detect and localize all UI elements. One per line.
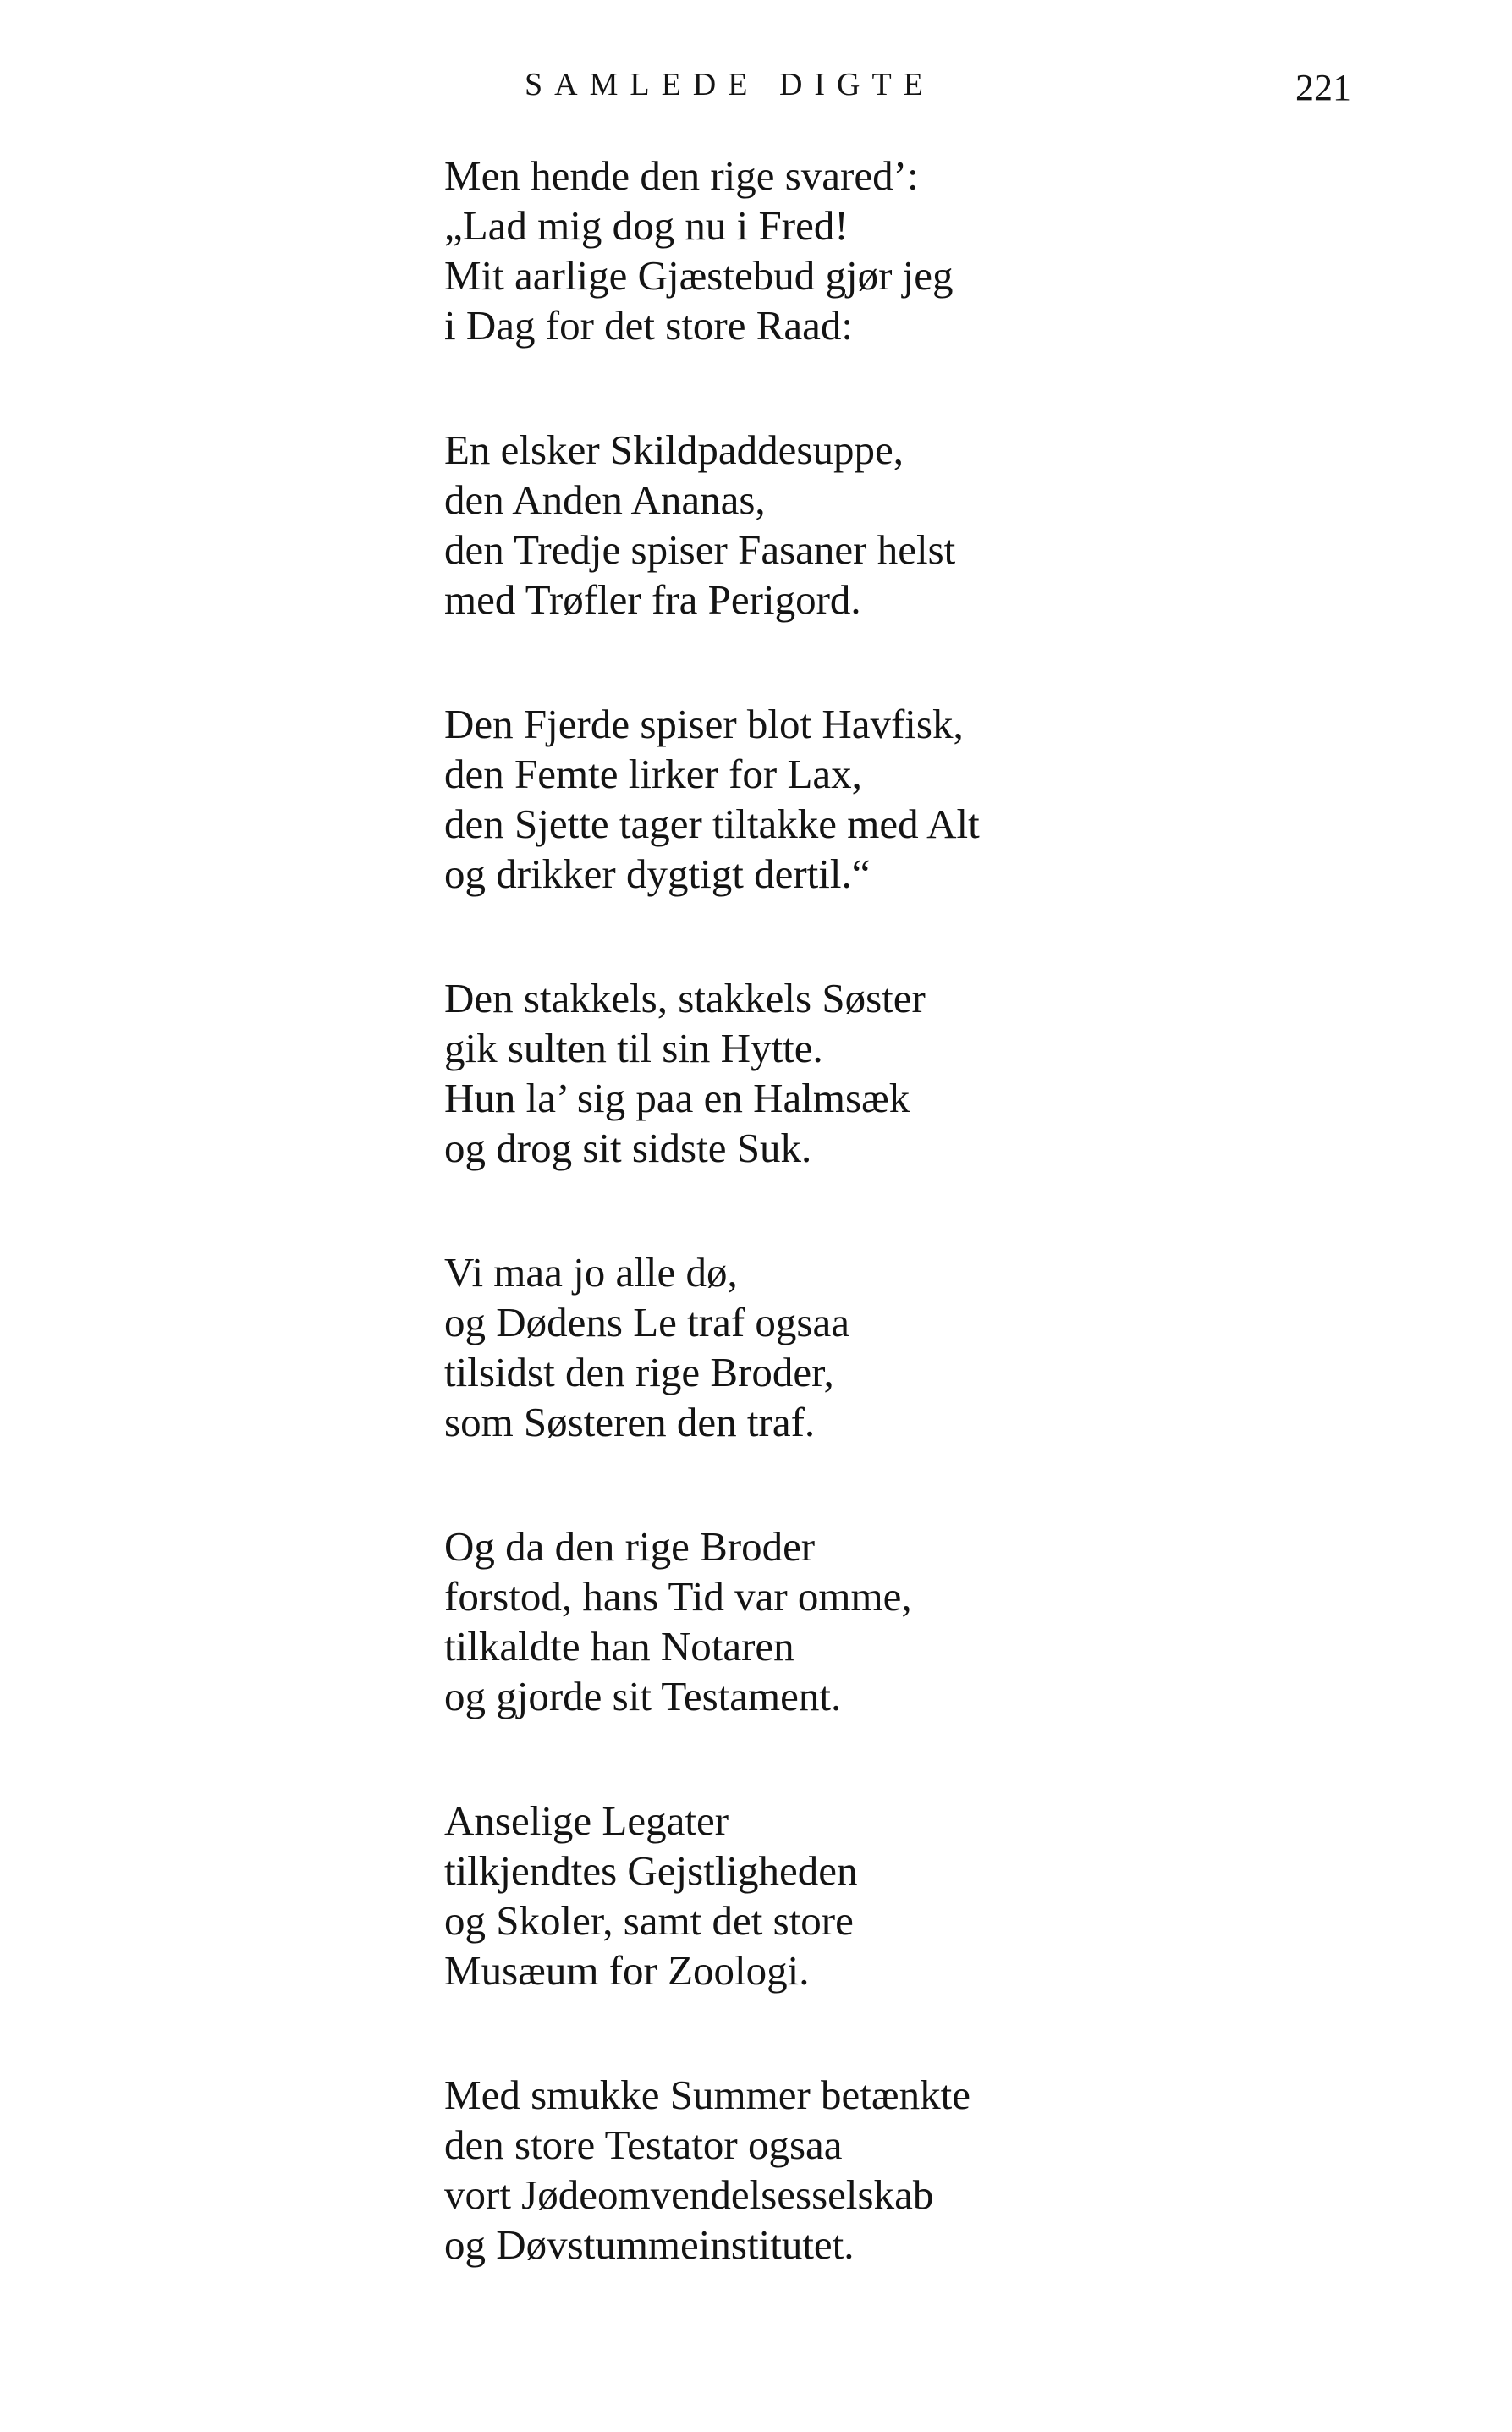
poem-line: vort Jødeomvendelsesselskab xyxy=(444,2171,934,2218)
poem-line: Med smukke Summer betænkte xyxy=(444,2072,970,2118)
stanza xyxy=(444,425,1417,623)
poem-line: forstod, hans Tid var omme, xyxy=(444,1573,912,1620)
poem-line: med Trøfler fra Perigord. xyxy=(444,576,861,623)
poem-line: tilkjendtes Gejstligheden xyxy=(444,1847,858,1894)
poem-line: Og da den rige Broder xyxy=(444,1523,816,1570)
running-title: SAMLEDE DIGTE xyxy=(525,67,935,102)
poem-line: tilsidst den rige Broder, xyxy=(444,1349,834,1395)
poem-line: En elsker Skildpaddesuppe, xyxy=(444,426,904,473)
poem-line: „Lad mig dog nu i Fred! xyxy=(444,202,849,249)
poem-line: Men hende den rige svared’: xyxy=(444,152,919,199)
poem-line: og Dødens Le traf ogsaa xyxy=(444,1299,849,1345)
poem-line: og gjorde sit Testament. xyxy=(444,1673,842,1719)
poem-line: Vi maa jo alle dø, xyxy=(444,1249,738,1296)
poem-line: og Døvstummeinstitutet. xyxy=(444,2221,855,2268)
poem-line: den store Testator ogsaa xyxy=(444,2121,843,2168)
stanza xyxy=(444,1796,1417,1994)
poem-line: Musæum for Zoologi. xyxy=(444,1947,810,1994)
running-head xyxy=(0,59,1512,110)
poem-line: tilkaldte han Notaren xyxy=(444,1623,794,1670)
stanza xyxy=(444,699,1417,897)
poem-line: Hun la’ sig paa en Halmsæk xyxy=(444,1075,910,1121)
poem xyxy=(444,151,1417,2344)
poem-line: den Anden Ananas, xyxy=(444,476,766,523)
stanza xyxy=(444,973,1417,1171)
poem-line: den Tredje spiser Fasaner helst xyxy=(444,526,956,573)
stanza xyxy=(444,2070,1417,2268)
poem-line: Mit aarlige Gjæstebud gjør jeg xyxy=(444,252,954,299)
poem-line: Den Fjerde spiser blot Havfisk, xyxy=(444,701,964,747)
stanza xyxy=(444,151,1417,349)
poem-line: og drikker dygtigt dertil.“ xyxy=(444,850,871,897)
stanza xyxy=(444,1247,1417,1445)
poem-line: den Femte lirker for Lax, xyxy=(444,751,862,797)
poem-line: og Skoler, samt det store xyxy=(444,1897,854,1944)
poem-line: Den stakkels, stakkels Søster xyxy=(444,975,926,1021)
poem-line: som Søsteren den traf. xyxy=(444,1399,816,1445)
poem-line: den Sjette tager tiltakke med Alt xyxy=(444,801,980,847)
page-number: 221 xyxy=(1295,67,1351,108)
poem-line: Anselige Legater xyxy=(444,1797,729,1844)
poem-line: og drog sit sidste Suk. xyxy=(444,1125,812,1171)
poem-line: i Dag for det store Raad: xyxy=(444,302,854,349)
stanza xyxy=(444,1521,1417,1719)
poem-line: gik sulten til sin Hytte. xyxy=(444,1025,823,1071)
